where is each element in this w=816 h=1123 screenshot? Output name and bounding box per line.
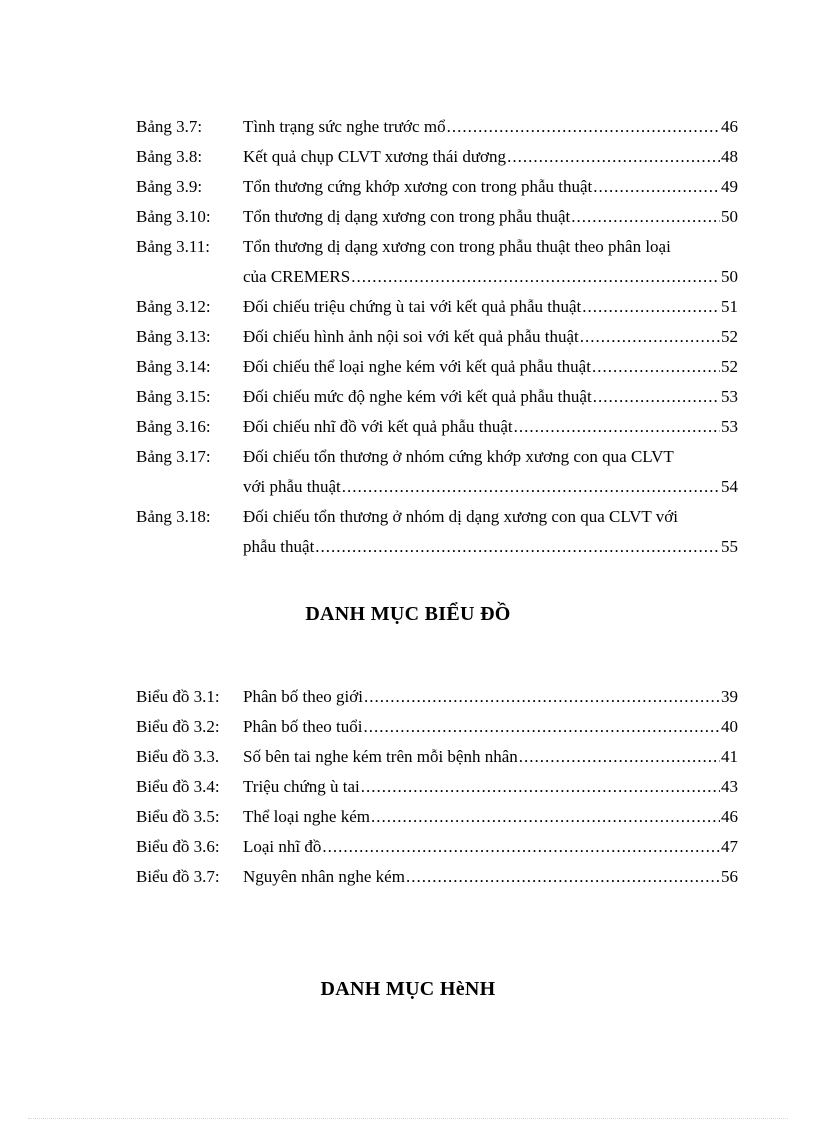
chart-entry-page-number: 40 — [721, 717, 738, 736]
table-entry-line — [243, 142, 738, 172]
chart-entry-label: Biểu đồ 3.2: — [136, 717, 220, 736]
table-entry-line — [243, 502, 738, 532]
table-entry-line — [243, 382, 738, 412]
chart-entry — [136, 832, 738, 862]
table-entry-title: Đối chiếu thể loại nghe kém với kết quả phẫu thuật — [243, 357, 591, 376]
page-bottom-rule — [28, 1118, 788, 1119]
table-entry-title: Đối chiếu tổn thương ở nhóm dị dạng xương con qua CLVT với — [243, 507, 678, 526]
table-entry-page-number: 52 — [721, 327, 738, 346]
dot-leader — [571, 202, 720, 232]
dot-leader — [361, 772, 720, 802]
table-entry-label: Bảng 3.17: — [136, 447, 211, 466]
table-entry-page-number: 55 — [721, 537, 738, 556]
chart-entry-label: Biểu đồ 3.1: — [136, 687, 220, 706]
table-entry-label: Bảng 3.15: — [136, 387, 211, 406]
chart-entry-title: Triệu chứng ù tai — [243, 777, 360, 796]
table-entry-page-number: 48 — [721, 147, 738, 166]
table-entry-line — [243, 292, 738, 322]
dot-leader — [580, 322, 720, 352]
table-entry-label: Bảng 3.8: — [136, 147, 203, 166]
table-entry — [136, 202, 738, 232]
table-entry-label: Bảng 3.11: — [136, 237, 210, 256]
dot-leader — [447, 112, 720, 142]
list-of-charts — [136, 682, 738, 892]
dot-leader — [322, 832, 720, 862]
chart-entry-title: Phân bố theo giới — [243, 687, 363, 706]
table-entry-line — [243, 112, 738, 142]
table-entry-label: Bảng 3.14: — [136, 357, 211, 376]
table-entry — [136, 232, 738, 292]
table-entry-label: Bảng 3.16: — [136, 417, 211, 436]
chart-entry-line — [243, 832, 738, 862]
table-entry-line — [243, 442, 738, 472]
table-entry — [136, 322, 738, 352]
table-entry-page-number: 52 — [721, 357, 738, 376]
chart-entry — [136, 682, 738, 712]
table-entry — [136, 382, 738, 412]
chart-entry-label: Biểu đồ 3.3. — [136, 747, 220, 766]
chart-entry-label: Biểu đồ 3.6: — [136, 837, 220, 856]
chart-entry-page-number: 56 — [721, 867, 738, 886]
dot-leader — [315, 532, 720, 562]
table-entry-title: của CREMERS — [243, 267, 351, 286]
table-entry-title: Tổn thương dị dạng xương con trong phẫu thuật — [243, 207, 571, 226]
chart-entry-line — [243, 742, 738, 772]
chart-entry-title: Số bên tai nghe kém trên mỗi bệnh nhân — [243, 747, 518, 766]
dot-leader — [519, 742, 720, 772]
table-entry — [136, 412, 738, 442]
dot-leader — [364, 682, 720, 712]
table-entry-page-number: 49 — [721, 177, 738, 196]
dot-leader — [363, 712, 720, 742]
table-entry-title: Tổn thương dị dạng xương con trong phẫu thuật theo phân loại — [243, 237, 671, 256]
chart-entry-label: Biểu đồ 3.5: — [136, 807, 220, 826]
list-of-tables — [136, 112, 738, 562]
table-entry-line — [243, 412, 738, 442]
table-entry — [136, 292, 738, 322]
dot-leader — [406, 862, 720, 892]
table-entry — [136, 172, 738, 202]
chart-entry-line — [243, 682, 738, 712]
table-entry-page-number: 50 — [721, 207, 738, 226]
table-entry-line — [243, 202, 738, 232]
table-entry-line — [243, 322, 738, 352]
table-entry-title: Đối chiếu mức độ nghe kém với kết quả phẫu thuật — [243, 387, 592, 406]
dot-leader — [351, 262, 720, 292]
dot-leader — [507, 142, 720, 172]
table-entry-page-number: 54 — [721, 477, 738, 496]
chart-entry-label: Biểu đồ 3.4: — [136, 777, 220, 796]
table-entry-page-number: 51 — [721, 297, 738, 316]
chart-entry-line — [243, 862, 738, 892]
table-entry-label: Bảng 3.9: — [136, 177, 203, 196]
chart-entry-line — [243, 802, 738, 832]
table-entry — [136, 112, 738, 142]
table-entry-page-number: 46 — [721, 117, 738, 136]
dot-leader — [592, 352, 720, 382]
chart-entry-page-number: 39 — [721, 687, 738, 706]
table-entry-title: Đối chiếu nhĩ đồ với kết quả phẫu thuật — [243, 417, 513, 436]
table-entry-line — [243, 472, 738, 502]
table-entry-label: Bảng 3.12: — [136, 297, 211, 316]
chart-entry-title: Thể loại nghe kém — [243, 807, 370, 826]
table-entry — [136, 502, 738, 562]
chart-entry-title: Loại nhĩ đồ — [243, 837, 322, 856]
table-entry-title: Đối chiếu triệu chứng ù tai với kết quả phẫu thuật — [243, 297, 582, 316]
chart-entry — [136, 712, 738, 742]
chart-entry-label: Biểu đồ 3.7: — [136, 867, 220, 886]
table-entry-line — [243, 172, 738, 202]
table-entry-title: Kết quả chụp CLVT xương thái dương — [243, 147, 507, 166]
table-entry-page-number: 50 — [721, 267, 738, 286]
table-entry-title: Tổn thương cứng khớp xương con trong phẫu thuật — [243, 177, 593, 196]
chart-entry-page-number: 47 — [721, 837, 738, 856]
table-entry-page-number: 53 — [721, 417, 738, 436]
table-entry-title: phẫu thuật — [243, 537, 315, 556]
table-entry-page-number: 53 — [721, 387, 738, 406]
dot-leader — [371, 802, 720, 832]
table-entry-label: Bảng 3.7: — [136, 117, 203, 136]
chart-entry — [136, 772, 738, 802]
dot-leader — [582, 292, 720, 322]
chart-entry — [136, 742, 738, 772]
table-entry-title: Tình trạng sức nghe trước mổ — [243, 117, 446, 136]
table-entry-label: Bảng 3.10: — [136, 207, 211, 226]
chart-entry-page-number: 41 — [721, 747, 738, 766]
chart-entry-page-number: 43 — [721, 777, 738, 796]
chart-entry-line — [243, 772, 738, 802]
dot-leader — [514, 412, 720, 442]
dot-leader — [593, 382, 720, 412]
table-entry-title: Đối chiếu tổn thương ở nhóm cứng khớp xương con qua CLVT — [243, 447, 674, 466]
chart-entry — [136, 802, 738, 832]
figures-heading: DANH MỤC HèNH — [320, 978, 496, 1000]
dot-leader — [593, 172, 720, 202]
table-entry-line — [243, 352, 738, 382]
chart-entry-page-number: 46 — [721, 807, 738, 826]
charts-heading: DANH MỤC BIỂU ĐỒ — [305, 603, 511, 625]
chart-entry-title: Nguyên nhân nghe kém — [243, 867, 405, 886]
chart-entry — [136, 862, 738, 892]
chart-entry-title: Phân bố theo tuổi — [243, 717, 363, 736]
table-entry-line — [243, 232, 738, 262]
chart-entry-line — [243, 712, 738, 742]
table-entry-title: với phẫu thuật — [243, 477, 341, 496]
table-entry-label: Bảng 3.18: — [136, 507, 211, 526]
table-entry-label: Bảng 3.13: — [136, 327, 211, 346]
table-entry-line — [243, 262, 738, 292]
table-entry-title: Đối chiếu hình ảnh nội soi với kết quả phẫu thuật — [243, 327, 579, 346]
table-entry-line — [243, 532, 738, 562]
dot-leader — [342, 472, 720, 502]
table-entry — [136, 352, 738, 382]
table-entry — [136, 442, 738, 502]
table-entry — [136, 142, 738, 172]
